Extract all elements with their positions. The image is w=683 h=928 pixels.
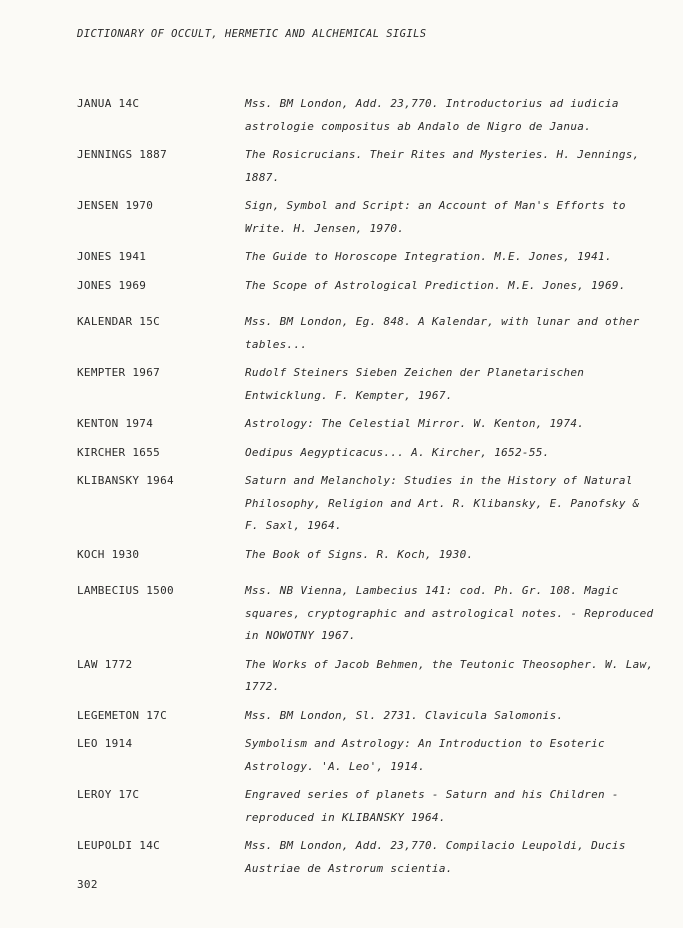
entry-text: Mss. BM London, Add. 23,770. Introductorius ad iudicia astrologie compositus ab Andalo de Nigro de Janua. — [245, 97, 619, 133]
bibliography-entry — [77, 442, 657, 465]
bibliography-entry — [77, 733, 657, 778]
bibliography-entry — [77, 413, 657, 436]
entry-text: Mss. BM London, Eg. 848. A Kalendar, with lunar and other tables... — [245, 315, 640, 351]
entry-text: Rudolf Steiners Sieben Zeichen der Planetarischen Entwicklung. F. Kempter, 1967. — [245, 366, 585, 402]
entry-key: JANUA 14C — [77, 97, 140, 110]
bibliography-entry — [77, 654, 657, 699]
bibliography-entry — [77, 311, 657, 356]
entry-key: LEO 1914 — [77, 737, 133, 750]
bibliography-list — [77, 93, 657, 886]
entry-key: LAW 1772 — [77, 657, 133, 671]
page-number: 302 — [77, 878, 98, 891]
bibliography-entry — [77, 784, 657, 829]
entry-text: Sign, Symbol and Script: an Account of Man's Efforts to Write. H. Jensen, 1970. — [245, 199, 626, 235]
bibliography-entry — [77, 195, 657, 240]
entry-key: LEROY 17C — [77, 788, 140, 801]
entry-key: KEMPTER 1967 — [77, 366, 161, 379]
entry-text: Mss. NB Vienna, Lambecius 141: cod. Ph. Gr. 108. Magic squares, cryptographic and astrological notes. - Reproduced in NOWOTNY 1967. — [245, 584, 654, 642]
entry-key: LEUPOLDI 14C — [77, 839, 161, 852]
entry-text: Engraved series of planets - Saturn and his Children - reproduced in KLIBANSKY 1964. — [245, 788, 619, 824]
entry-key: JENNINGS 1887 — [77, 148, 167, 161]
running-head: DICTIONARY OF OCCULT, HERMETIC AND ALCHEMICAL SIGILS — [77, 28, 427, 40]
entry-key: LEGEMETON 17C — [77, 708, 167, 722]
entry-key: KOCH 1930 — [77, 547, 140, 561]
bibliography-entry — [77, 362, 657, 407]
entry-text: The Book of Signs. R. Koch, 1930. — [245, 547, 474, 561]
entry-text: Symbolism and Astrology: An Introduction to Esoteric Astrology. 'A. Leo', 1914. — [245, 737, 605, 773]
bibliography-entry — [77, 144, 657, 189]
bibliography-entry — [77, 580, 657, 648]
bibliography-entry — [77, 93, 657, 138]
bibliography-entry — [77, 835, 657, 880]
entry-text: The Works of Jacob Behmen, the Teutonic Theosopher. W. Law, 1772. — [245, 657, 654, 693]
bibliography-entry — [77, 544, 657, 567]
entry-key: KLIBANSKY 1964 — [77, 474, 174, 487]
entry-key: JONES 1941 — [77, 250, 147, 263]
entry-text: The Scope of Astrological Prediction. M.E. Jones, 1969. — [245, 278, 626, 292]
entry-text: Oedipus Aegypticacus... A. Kircher, 1652-55. — [245, 445, 550, 459]
entry-key: JENSEN 1970 — [77, 199, 154, 212]
entry-key: JONES 1969 — [77, 278, 147, 292]
entry-key: KALENDAR 15C — [77, 315, 161, 328]
entry-key: KIRCHER 1655 — [77, 445, 161, 459]
entry-key: LAMBECIUS 1500 — [77, 584, 174, 597]
entry-text: The Rosicrucians. Their Rites and Mysteries. H. Jennings, 1887. — [245, 148, 640, 184]
bibliography-entry — [77, 246, 657, 269]
entry-text: The Guide to Horoscope Integration. M.E. Jones, 1941. — [245, 250, 612, 263]
entry-text: Saturn and Melancholy: Studies in the History of Natural Philosophy, Religion and Art. R. Klibansky, E. Panofsky & F. Saxl, 1964. — [245, 474, 640, 532]
bibliography-entry — [77, 470, 657, 538]
bibliography-entry — [77, 705, 657, 728]
entry-text: Mss. BM London, Add. 23,770. Compilacio Leupoldi, Ducis Austriae de Astrorum scientia. — [245, 839, 626, 875]
entry-text: Mss. BM London, Sl. 2731. Clavicula Salomonis. — [245, 708, 564, 722]
entry-text: Astrology: The Celestial Mirror. W. Kenton, 1974. — [245, 417, 585, 430]
entry-key: KENTON 1974 — [77, 417, 154, 430]
bibliography-entry — [77, 275, 657, 298]
